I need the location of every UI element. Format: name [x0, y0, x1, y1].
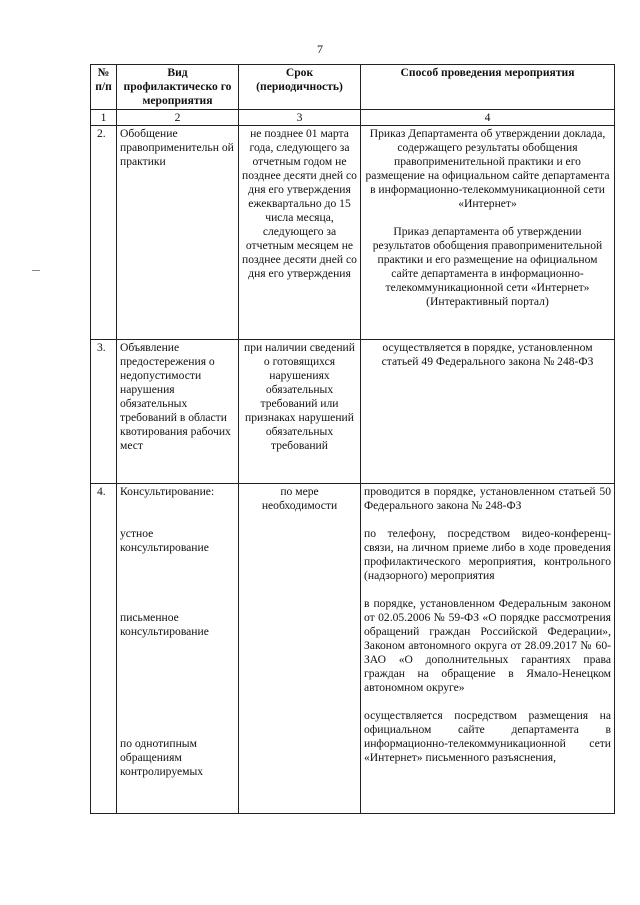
- column-number: 1: [91, 110, 117, 126]
- event-term: по мере необходимости: [239, 484, 361, 814]
- method-paragraph: осуществляется посредством размещения на официальном сайте департамента в информационно-телекоммуникационной сети «Интернет» письменного разъяснения,: [364, 709, 611, 764]
- table-row: [91, 484, 615, 814]
- method-paragraph: проводится в порядке, установленном статьей 50 Федерального закона № 248-ФЗ: [364, 485, 611, 512]
- event-type: Обобщение правоприменительн ой практики: [117, 126, 239, 340]
- event-subtype: устное консультирование: [120, 527, 209, 554]
- event-subtype: письменное консультирование: [120, 611, 209, 638]
- column-number: 2: [117, 110, 239, 126]
- event-method: [361, 126, 615, 340]
- header-event-type: Вид профилактическо го мероприятия: [117, 65, 239, 110]
- event-type: [117, 484, 239, 814]
- method-paragraph: Приказ Департамента об утверждении доклада, содержащего результаты обобщения правоприменительной практики и его размещение на официальном сайте департамента в информационно-телекоммуникационной сети «Интернет»: [365, 127, 610, 210]
- event-term: при наличии сведений о готовящихся нарушениях обязательных требований или признаках нарушений обязательных требований: [239, 340, 361, 484]
- event-type-title: Консультирование:: [120, 485, 215, 498]
- method-paragraph: по телефону, посредством видео-конференц-связи, на личном приеме либо в ходе проведения профилактического мероприятия, контрольного (надзорного) мероприятия: [364, 527, 611, 582]
- row-number: 2.: [91, 126, 117, 340]
- column-number-row: [91, 110, 615, 126]
- header-number: № п/п: [91, 65, 117, 110]
- header-row: [91, 65, 615, 110]
- method-paragraph: Приказ департамента об утверждении результатов обобщения правоприменительной практики и его размещение на официальном сайте департамента в информационно-телекоммуникационной сети «Интернет» (Интерактивный портал): [372, 225, 603, 308]
- header-method: Способ проведения мероприятия: [361, 65, 615, 110]
- column-number: 4: [361, 110, 615, 126]
- scan-mark: [32, 270, 40, 271]
- event-method: осуществляется в порядке, установленном статьей 49 Федерального закона № 248-ФЗ: [361, 340, 615, 484]
- method-paragraph: в порядке, установленном Федеральным законом от 02.05.2006 № 59-ФЗ «О порядке рассмотрения обращений граждан Российской Федерации», Законом автономного округа от 28.09.2017 № 60-ЗАО «О дополнительных гарантиях права граждан на обращение в Ямало-Ненецком автономном округе»: [364, 597, 611, 694]
- table-row: [91, 126, 615, 340]
- events-table: [90, 64, 615, 814]
- event-method: [361, 484, 615, 814]
- row-number: 3.: [91, 340, 117, 484]
- page-number: 7: [317, 42, 323, 56]
- table-row: [91, 340, 615, 484]
- column-number: 3: [239, 110, 361, 126]
- event-type: Объявление предостережения о недопустимости нарушения обязательных требований в области квотирования рабочих мест: [117, 340, 239, 484]
- row-number: 4.: [91, 484, 117, 814]
- event-term: не позднее 01 марта года, следующего за отчетным годом не позднее десяти дней со дня его утверждения ежеквартально до 15 числа месяца, следующего за отчетным месяцем не позднее десяти дней со дня его утверждения: [239, 126, 361, 340]
- event-subtype: по однотипным обращениям контролируемых: [120, 737, 204, 778]
- header-term: Срок (периодичность): [239, 65, 361, 110]
